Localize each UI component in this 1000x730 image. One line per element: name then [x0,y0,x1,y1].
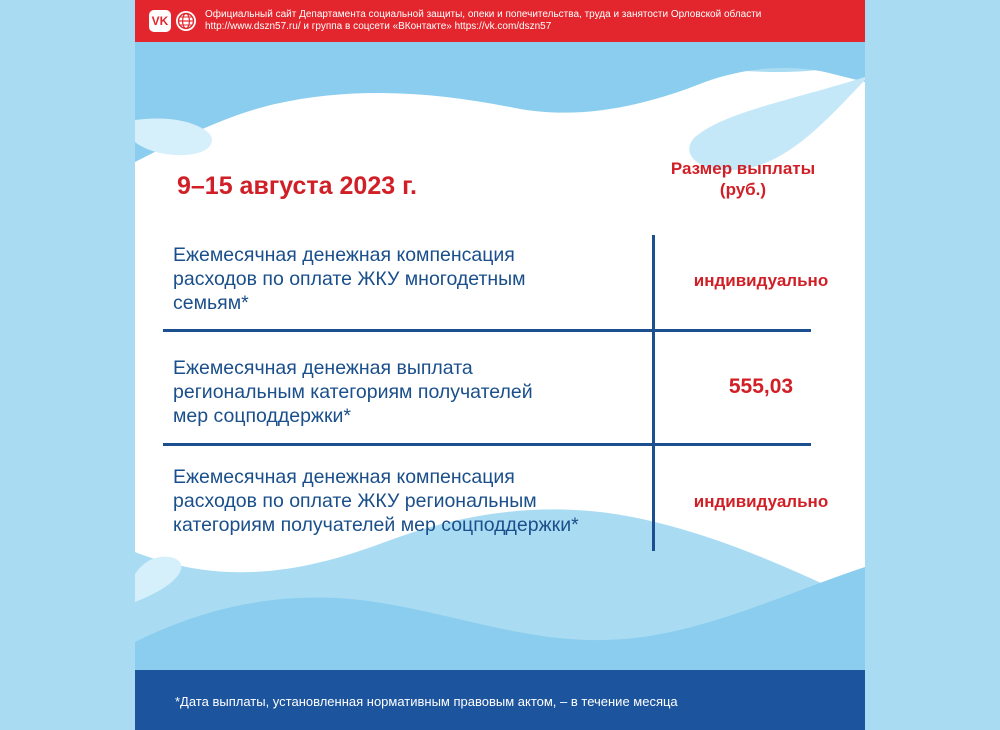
site-info [205,9,761,33]
globe-icon[interactable] [175,10,197,32]
amount-header-line-2: (руб.) [719,180,767,199]
label-line: Ежемесячная денежная компенсация [173,466,515,488]
label-line: Ежемесячная денежная выплата [173,357,473,379]
label-line: региональным категориям получателей [173,381,533,403]
benefit-row-3-amount: индивидуально [693,492,829,511]
footer-bar [135,670,865,730]
infographic-card [135,0,865,730]
benefit-row-3-label [173,465,643,537]
benefit-row-2-amount: 555,03 [728,375,794,398]
label-line: категориям получателей мер соцподдержки* [173,514,579,536]
row-divider [163,443,811,446]
site-info-line-1: Официальный сайт Департамента социальной защиты, опеки и попечительства, труда и занятости Орловской области [205,9,762,20]
site-info-line-2[interactable]: http://www.dszn57.ru/ и группа в соцсети «ВКонтакте» https://vk.com/dszn57 [205,21,552,32]
benefit-row-1-label [173,243,643,315]
amount-column-header [643,158,843,200]
label-line: семьям* [173,292,249,314]
column-divider [652,235,655,330]
row-divider [163,329,811,332]
benefit-row-2-label [173,356,643,428]
label-line: расходов по оплате ЖКУ региональным [173,490,537,512]
vk-icon[interactable]: VK [149,10,171,32]
amount-header-line-1: Размер выплаты [670,159,816,178]
column-divider [652,332,655,444]
label-line: расходов по оплате ЖКУ многодетным [173,268,526,290]
label-line: Ежемесячная денежная компенсация [173,244,515,266]
column-divider [652,446,655,551]
report-date: 9–15 августа 2023 г. [177,172,417,200]
footnote: *Дата выплаты, установленная нормативным правовым актом, – в течение месяца [175,694,678,709]
top-info-bar [135,0,865,42]
label-line: мер соцподдержки* [173,405,351,427]
benefit-row-1-amount: индивидуально [693,271,829,290]
